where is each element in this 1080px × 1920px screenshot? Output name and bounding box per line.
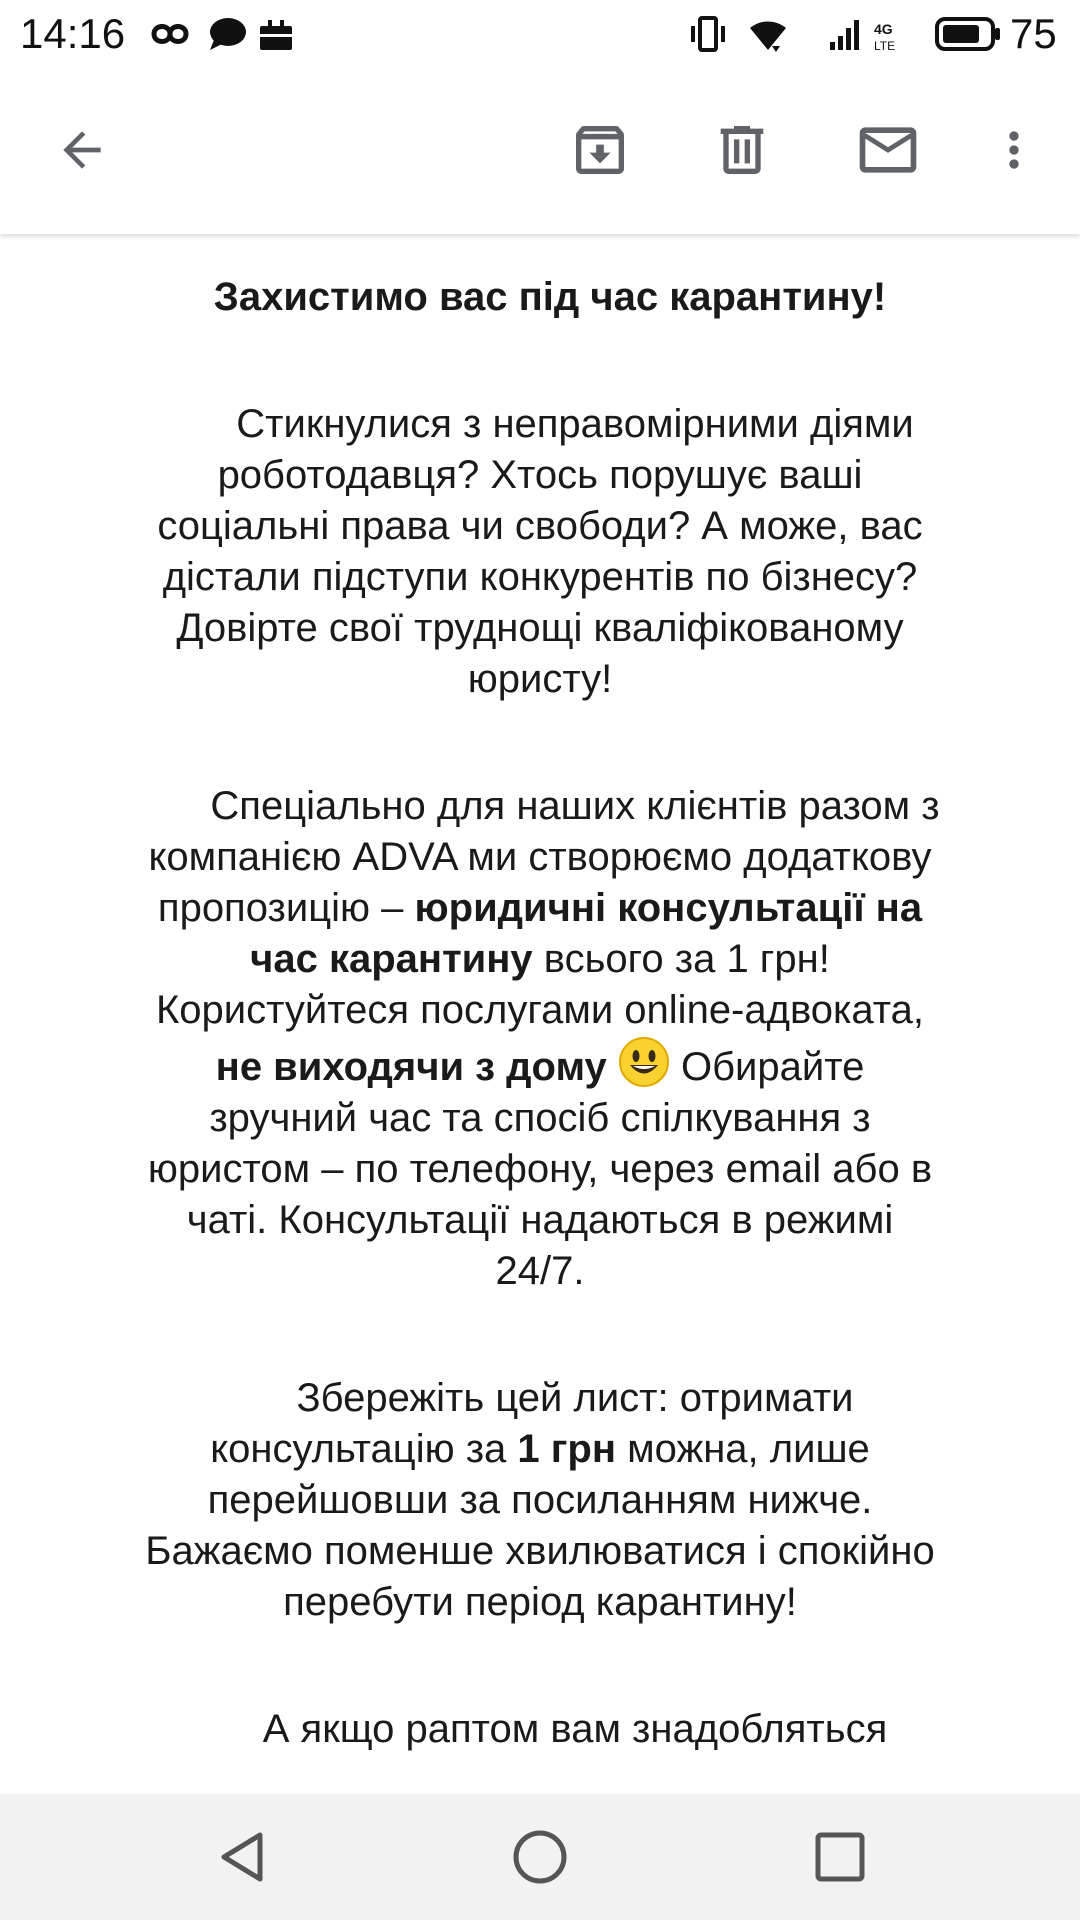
nav-home-button[interactable] [492,1812,588,1902]
mail-icon [854,116,922,184]
p2-bold-offer: юридичні консультації на час карантину [250,886,923,981]
p2-text-c: всього за 1 грн! Користуйтеся послугами online-адвоката, [156,937,924,1032]
email-body [140,272,940,1755]
smiley-emoji-icon [618,1036,670,1088]
status-left-icons [148,14,298,54]
more-options-button[interactable] [966,102,1062,198]
network-type-label: 4G [874,21,893,37]
battery-level-text: 75 [1010,10,1057,57]
p2-text-a: Спеціально для наших клієнтів разом з компанією ADVA ми створюємо додаткову пропозицію – [148,784,940,930]
briefcase-icon [260,20,292,50]
email-paragraph-3 [140,1373,940,1628]
back-arrow-icon [54,122,110,178]
delete-icon [710,118,774,182]
signal-icon [830,20,859,50]
lte-label: LTE [874,39,896,53]
battery-icon [934,16,1002,52]
mark-unread-button[interactable] [840,102,936,198]
back-button[interactable] [34,102,130,198]
p3-bold-price: 1 грн [517,1427,617,1471]
email-heading: Захистимо вас під час карантину! [213,275,887,319]
p2-text-e: Обирайте зручний час та спосіб спілкування з юристом – по телефону, через email або в чаті. Консультації надаються в режимі 24/7. [147,1045,933,1293]
back-triangle-icon [212,1827,272,1887]
infinity-icon [154,27,186,42]
p2-bold-stay-home: не виходячи з дому [215,1045,607,1089]
nav-back-button[interactable] [194,1812,290,1902]
nav-recents-button[interactable] [792,1812,888,1902]
archive-icon [568,118,632,182]
wifi-icon [750,21,786,52]
system-nav-bar [0,1794,1080,1920]
archive-button[interactable] [552,102,648,198]
email-toolbar [0,68,1080,234]
p3-text-c: можна, лише перейшовши за посиланням нижче. Бажаємо поменше хвилюватися і спокійно перебути період карантину! [145,1427,935,1624]
home-circle-icon [510,1827,570,1887]
email-paragraph-2 [140,781,940,1297]
status-time: 14:16 [20,10,126,57]
more-vert-icon [986,122,1042,178]
status-right-icons [690,12,910,58]
email-paragraph-1: Стикнулися з неправомірними діями роботодавця? Хтось порушує ваші соціальні права чи свободи? А може, вас дістали підступи конкурентів по бізнесу? Довірте свої труднощі кваліфікованому юристу! [157,402,923,701]
delete-button[interactable] [694,102,790,198]
vibrate-icon [693,18,723,50]
status-bar [0,0,1080,68]
p3-text-a: Збережіть цей лист: отримати консультацію за [210,1376,854,1471]
email-content[interactable] [0,234,1080,1794]
email-paragraph-4: А якщо раптом вам знадобляться [262,1707,888,1751]
recents-square-icon [810,1827,870,1887]
chat-bubble-icon [210,18,246,50]
